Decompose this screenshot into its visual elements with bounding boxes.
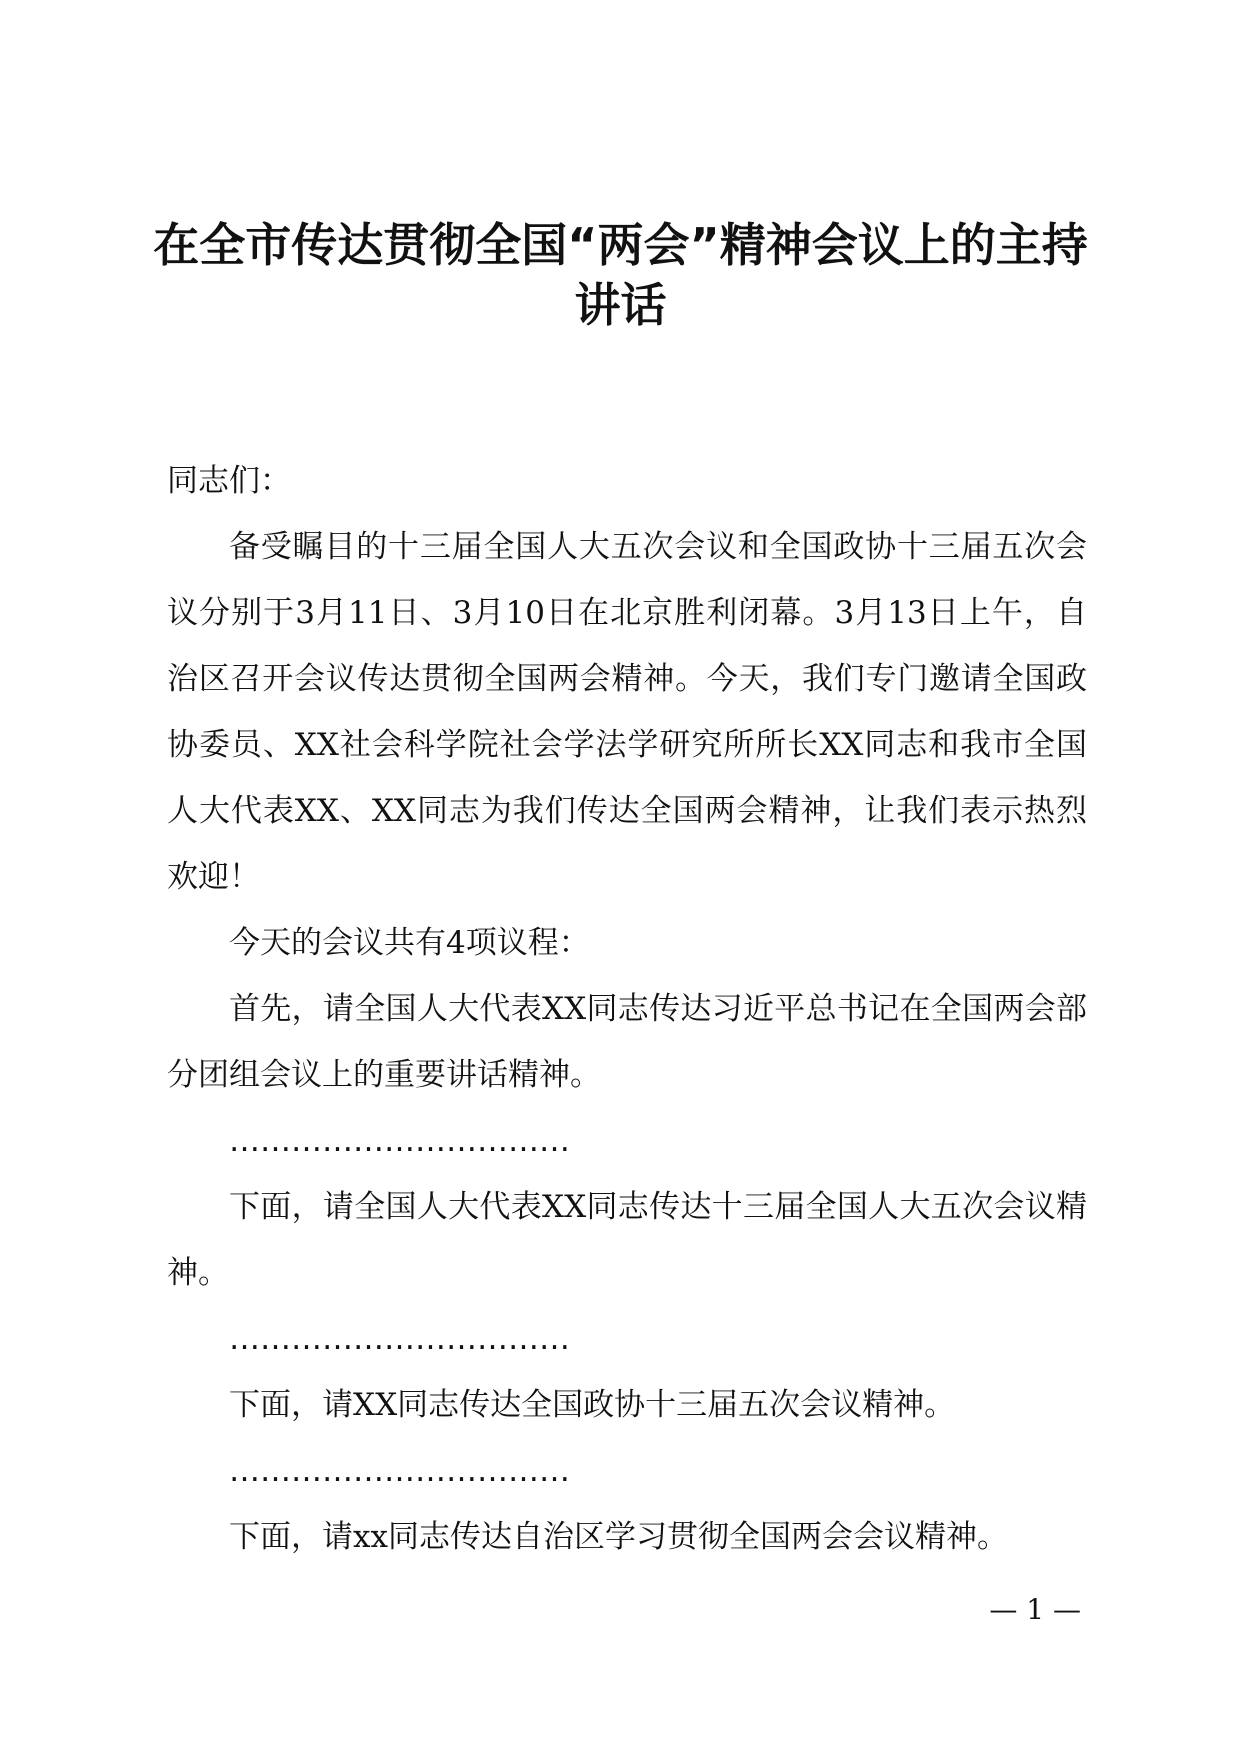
document-title xyxy=(150,215,1091,335)
title-line-1: 在全市传达贯彻全国“两会”精神会议上的主持 xyxy=(153,218,1088,272)
page-number: — 1 — xyxy=(989,1593,1081,1626)
paragraph-item-1: 首先，请全国人大代表XX同志传达习近平总书记在全国两会部分团组会议上的重要讲话精神。 xyxy=(167,991,1087,1093)
paragraph-intro: 备受瞩目的十三届全国人大五次会议和全国政协十三届五次会议分别于3月11日、3月10日在北京胜利闭幕。3月13日上午，自治区召开会议传达贯彻全国两会精神。今天，我们专门邀请全国政协委员、XX社会科学院社会学法学研究所所长XX同志和我市全国人大代表XX、XX同志为我们传达全国两会精神，让我们表示热烈欢迎！ xyxy=(167,529,1087,895)
paragraph-item-2: 下面，请全国人大代表XX同志传达十三届全国人大五次会议精神。 xyxy=(167,1189,1087,1291)
ellipsis-separator-1: …………………………… xyxy=(229,1123,570,1159)
paragraph-item-4: 下面，请xx同志传达自治区学习贯彻全国两会会议精神。 xyxy=(229,1519,1008,1555)
paragraph-agenda: 今天的会议共有4项议程： xyxy=(229,925,590,961)
ellipsis-separator-3: …………………………… xyxy=(229,1453,570,1489)
salutation: 同志们： xyxy=(167,463,291,499)
document-body xyxy=(167,448,1087,1570)
paragraph-item-3: 下面，请XX同志传达全国政协十三届五次会议精神。 xyxy=(229,1387,956,1423)
title-line-2: 讲话 xyxy=(574,278,667,332)
ellipsis-separator-2: …………………………… xyxy=(229,1321,570,1357)
